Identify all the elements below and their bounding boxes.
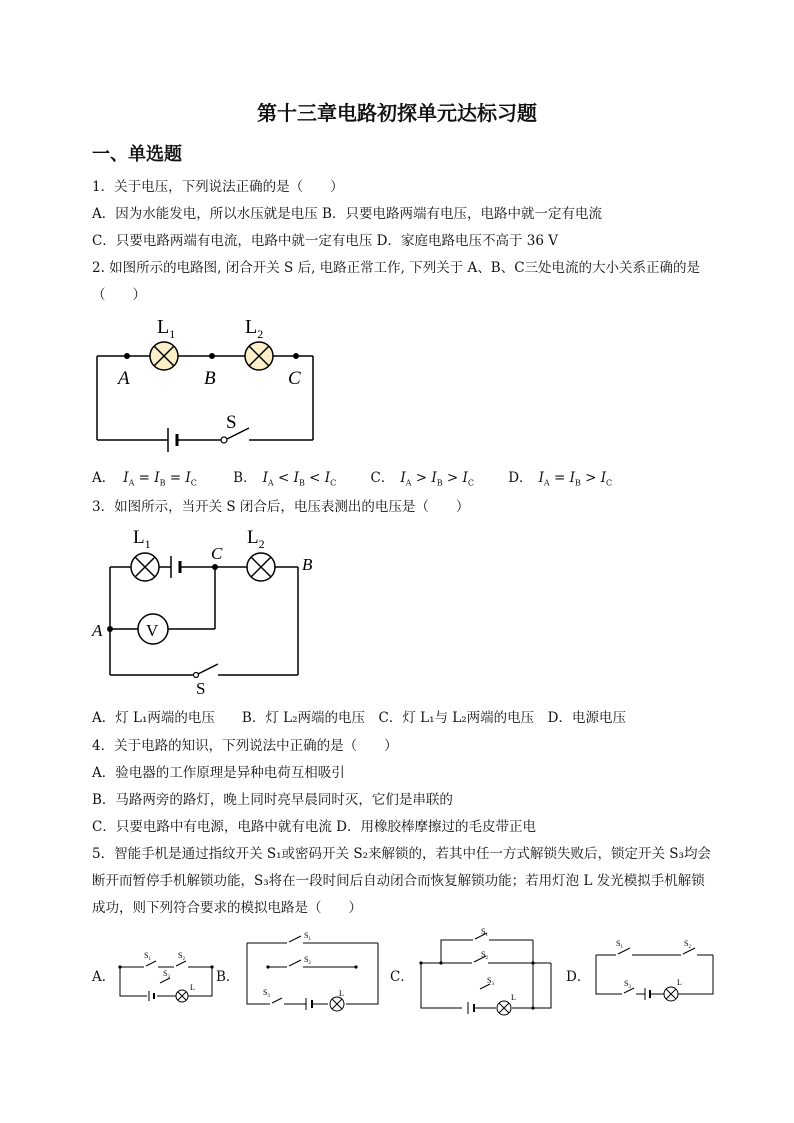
- svg-text:S2: $S_2$: [178, 951, 185, 962]
- q5-option-b-label: B．: [216, 969, 240, 985]
- label-b: B: [302, 555, 313, 574]
- q4-option-b: B．马路两旁的路灯，晚上同时亮早晨同时灭，它们是串联的: [92, 792, 453, 808]
- q5-option-c-label: C．: [390, 969, 414, 985]
- svg-text:L: L: [677, 978, 682, 987]
- label-b: B: [204, 368, 216, 389]
- q4-options-cd: C．只要电路中有电源，电路中就有电流 D．用橡胶棒摩擦过的毛皮带正电: [92, 819, 536, 835]
- svg-text:S2: $S_2$: [304, 955, 311, 966]
- q3-options: A．灯 L₁两端的电压 B．灯 L₂两端的电压 C．灯 L₁与 L₂两端的电压 D．电源电压: [92, 710, 626, 726]
- q1-options-line1: A．因为水能发电，所以水压就是电压 B．只要电路两端有电压，电路中就一定有电流: [92, 206, 602, 222]
- label-c: C: [211, 544, 223, 563]
- label-s: S: [196, 679, 206, 698]
- svg-text:L: L: [190, 983, 195, 992]
- svg-text:S3: $S_3$: [263, 988, 270, 999]
- q5-stem-line3: 成功，则下列符合要求的模拟电路是（ ）: [92, 900, 362, 916]
- svg-text:L: L: [511, 993, 516, 1002]
- svg-text:S3: $S_3$: [487, 976, 494, 987]
- q1-stem: 1．关于电压，下列说法正确的是（ ）: [92, 179, 344, 195]
- q5-stem-line1: 5．智能手机是通过指纹开关 S₁或密码开关 S₂来解锁的，若其中任一方式解锁失败后，锁定开关 S₃均会: [92, 846, 711, 862]
- label-l2: $L_2$: [247, 527, 265, 551]
- label-s: S: [226, 412, 237, 433]
- label-a: A: [92, 621, 103, 640]
- svg-text:S3: $S_3$: [163, 969, 170, 980]
- section-heading: 一、单选题: [92, 144, 182, 165]
- q4-stem: 4．关于电路的知识，下列说法中正确的是（ ）: [92, 738, 398, 754]
- svg-text:S3: $S_3$: [624, 979, 631, 990]
- label-c: C: [288, 368, 301, 389]
- svg-text:V: V: [146, 621, 159, 640]
- label-l1: $L_1$: [157, 316, 176, 341]
- label-a: A: [118, 368, 130, 389]
- svg-text:S1: $S_1$: [304, 931, 311, 942]
- svg-text:S2: $S_2$: [481, 950, 488, 961]
- label-l2: $L_2$: [245, 316, 264, 341]
- page-title: 第十三章电路初探单元达标习题: [257, 101, 537, 125]
- q1-options-line2: C．只要电路两端有电流，电路中就一定有电压 D．家庭电路电压不高于 36 V: [92, 233, 558, 249]
- svg-text:L: L: [339, 989, 344, 998]
- q4-option-a: A．验电器的工作原理是异种电荷互相吸引: [92, 765, 345, 781]
- q5-option-a-label: A．: [92, 969, 116, 985]
- q2-options: A． $I_A = I_B = I_C$ B． $I_A < I_B < I_C$ C． $I_A > I_B > I_C$ D． $I_A = I_B > I_C$: [92, 470, 613, 488]
- svg-text:S2: $S_2$: [684, 939, 691, 950]
- q5-option-d-label: D．: [566, 969, 591, 985]
- q2-stem: 2. 如图所示的电路图, 闭合开关 S 后, 电路正常工作, 下列关于 A、B、C三处电流的大小关系正确的是: [92, 260, 701, 276]
- q5-stem-line2: 断开而暂停手机解锁功能，S₃将在一段时间后自动闭合而恢复解锁功能；若用灯泡 L 发光模拟手机解锁: [92, 873, 705, 889]
- svg-text:S1: $S_1$: [481, 927, 488, 938]
- svg-text:S1: $S_1$: [616, 939, 623, 950]
- q2-stem-paren: （ ）: [92, 287, 146, 303]
- label-l1: $L_1$: [133, 527, 151, 551]
- q3-stem: 3．如图所示，当开关 S 闭合后，电压表测出的电压是（ ）: [92, 499, 470, 515]
- svg-text:S1: $S_1$: [144, 951, 151, 962]
